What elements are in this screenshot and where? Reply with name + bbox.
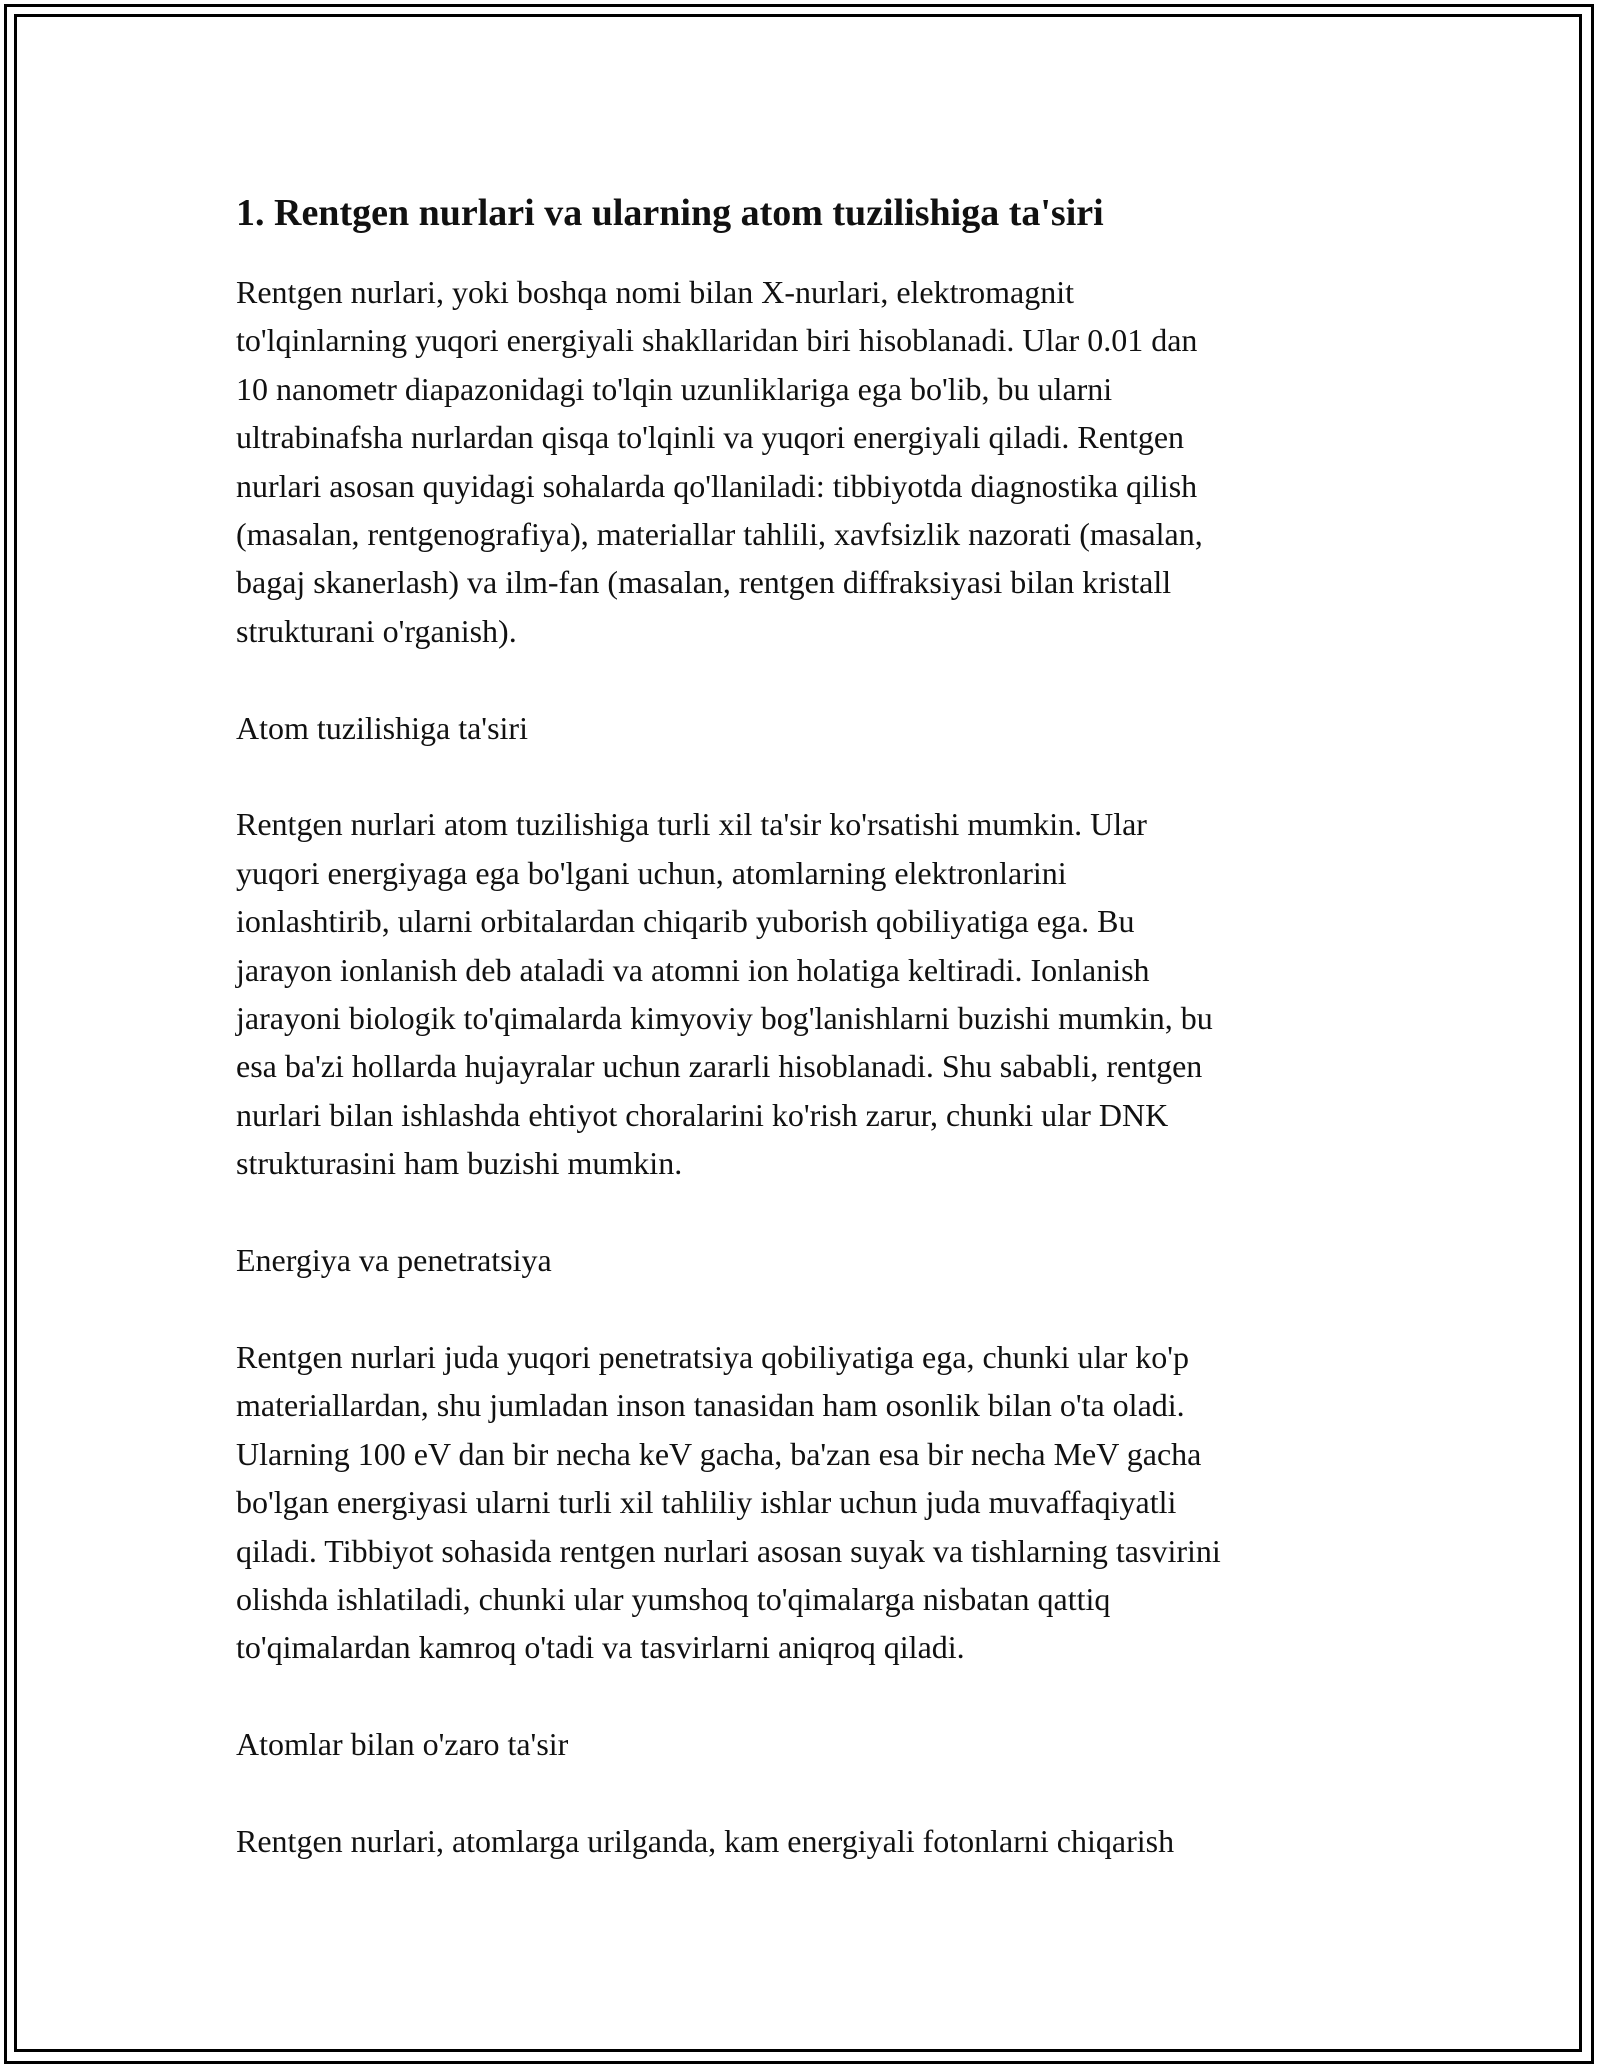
paragraph-line: nurlari asosan quyidagi sohalarda qo'llaniladi: tibbiyotda diagnostika qilish bbox=[236, 467, 1198, 504]
paragraph-line: Rentgen nurlari, yoki boshqa nomi bilan X-nurlari, elektromagnit bbox=[236, 274, 1075, 310]
block-spacer bbox=[236, 1284, 1386, 1332]
paragraph-line: qiladi. Tibbiyot sohasida rentgen nurlari asosan suyak va tishlarning tasvirini bbox=[236, 1532, 1221, 1569]
section-subheading: Atom tuzilishiga ta'siri bbox=[236, 709, 528, 746]
block-spacer bbox=[236, 1769, 1386, 1817]
block-spacer bbox=[236, 752, 1386, 800]
body-paragraph bbox=[236, 1333, 1386, 1672]
paragraph-line: Rentgen nurlari, atomlarga urilganda, kam energiyali fotonlarni chiqarish bbox=[236, 1822, 1175, 1859]
section-subheading: Atomlar bilan o'zaro ta'sir bbox=[236, 1726, 569, 1763]
body-paragraph bbox=[236, 1817, 1386, 1865]
paragraph-line: jarayoni biologik to'qimalarda kimyoviy bog'lanishlarni buzishi mumkin, bu bbox=[236, 1000, 1213, 1037]
block-spacer bbox=[236, 1672, 1386, 1720]
body-paragraph bbox=[236, 800, 1386, 1187]
paragraph-line: esa ba'zi hollarda hujayralar uchun zararli hisoblanadi. Shu sababli, rentgen bbox=[236, 1048, 1203, 1085]
paragraph-line: Rentgen nurlari atom tuzilishiga turli xil ta'sir ko'rsatishi mumkin. Ular bbox=[236, 806, 1147, 843]
paragraph-line: nurlari bilan ishlashda ehtiyot choralarini ko'rish zarur, chunki ular DNK bbox=[236, 1096, 1169, 1133]
paragraph-line: yuqori energiyaga ega bo'lgani uchun, atomlarning elektronlarini bbox=[236, 854, 1067, 891]
paragraph-line: to'lqinlarning yuqori energiyali shakllaridan biri hisoblanadi. Ular 0.01 dan bbox=[236, 322, 1198, 359]
section-subheading: Energiya va penetratsiya bbox=[236, 1242, 552, 1279]
paragraph-line: Ularning 100 eV dan bir necha keV gacha, ba'zan esa bir necha MeV gacha bbox=[236, 1435, 1202, 1472]
document-body bbox=[236, 186, 1386, 1865]
paragraph-line: ultrabinafsha nurlardan qisqa to'lqinli va yuqori energiyali qiladi. Rentgen bbox=[236, 419, 1185, 456]
paragraph-line: strukturani o'rganish). bbox=[236, 612, 517, 649]
paragraph-line: to'qimalardan kamroq o'tadi va tasvirlarni aniqroq qiladi. bbox=[236, 1629, 965, 1666]
paragraph-line: ionlashtirib, ularni orbitalardan chiqarib yuborish qobiliyatiga ega. Bu bbox=[236, 903, 1135, 940]
paragraph-line: 10 nanometr diapazonidagi to'lqin uzunliklariga ega bo'lib, bu ularni bbox=[236, 370, 1113, 407]
paragraph-line: jarayon ionlanish deb ataladi va atomni ion holatiga keltiradi. Ionlanish bbox=[236, 951, 1150, 988]
paragraph-line: (masalan, rentgenografiya), materiallar tahlili, xavfsizlik nazorati (masalan, bbox=[236, 516, 1203, 553]
document-title: 1. Rentgen nurlari va ularning atom tuzilishiga ta'siri bbox=[236, 192, 1104, 234]
paragraph-line: materiallardan, shu jumladan inson tanasidan ham osonlik bilan o'ta oladi. bbox=[236, 1387, 1185, 1424]
paragraph-line: bo'lgan energiyasi ularni turli xil tahliliy ishlar uchun juda muvaffaqiyatli bbox=[236, 1484, 1177, 1521]
document-blocks bbox=[236, 268, 1386, 1865]
paragraph-line: bagaj skanerlash) va ilm-fan (masalan, rentgen diffraksiyasi bilan kristall bbox=[236, 564, 1172, 601]
paragraph-line: Rentgen nurlari juda yuqori penetratsiya qobiliyatiga ega, chunki ular ko'p bbox=[236, 1338, 1190, 1375]
block-spacer bbox=[236, 655, 1386, 703]
block-spacer bbox=[236, 1188, 1386, 1236]
body-paragraph bbox=[236, 268, 1386, 655]
paragraph-line: olishda ishlatiladi, chunki ular yumshoq to'qimalarga nisbatan qattiq bbox=[236, 1580, 1111, 1617]
paragraph-line: strukturasini ham buzishi mumkin. bbox=[236, 1145, 683, 1182]
